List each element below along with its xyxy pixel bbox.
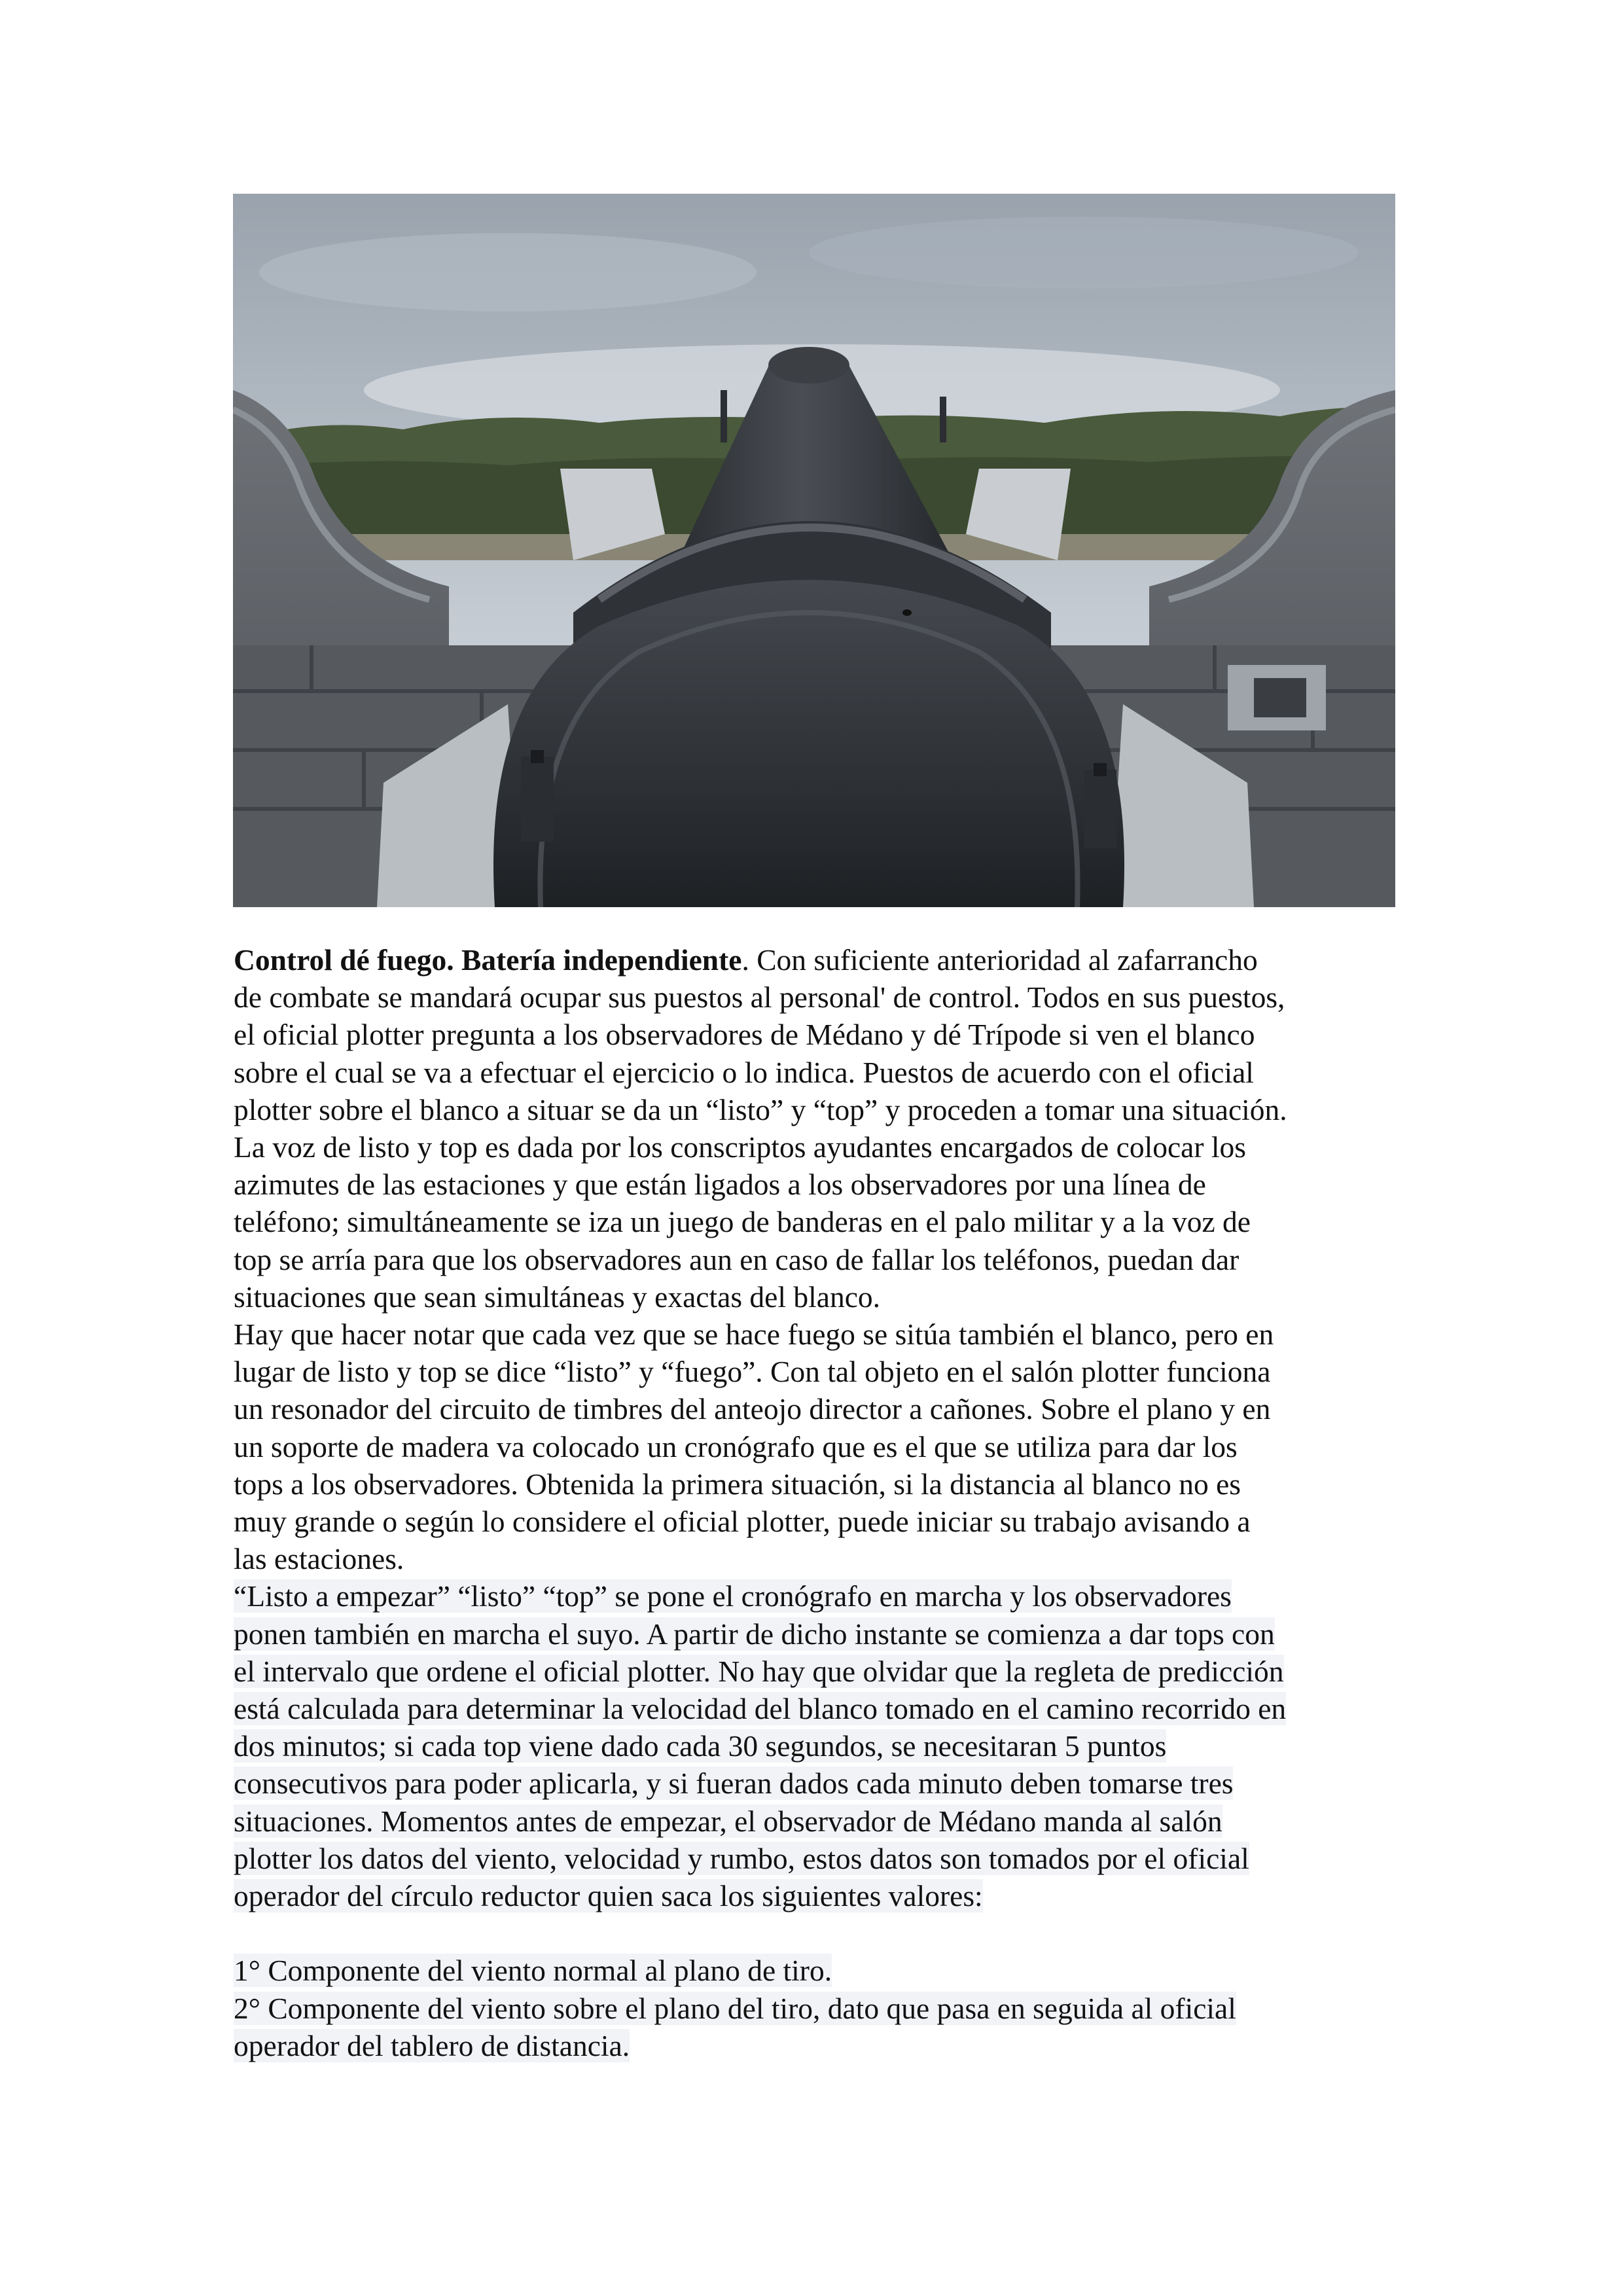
paragraph-line bbox=[234, 1615, 1402, 1653]
section-heading: Control dé fuego. Batería independiente bbox=[234, 943, 742, 977]
paragraph-line: sobre el cual se va a efectuar el ejercicio o lo indica. Puestos de acuerdo con el oficial bbox=[234, 1055, 1254, 1089]
paragraph-line bbox=[234, 1840, 1402, 1877]
paragraph-line: teléfono; simultáneamente se iza un juego de banderas en el palo militar y a la voz de bbox=[234, 1205, 1251, 1239]
line-text: consecutivos para poder aplicarla, y si fueran dados cada minuto deben tomarse tres bbox=[234, 1767, 1234, 1801]
paragraph-line: situaciones que sean simultáneas y exactas del blanco. bbox=[234, 1280, 881, 1314]
line-text: está calculada para determinar la velocidad del blanco tomado en el camino recorrido en bbox=[234, 1692, 1287, 1726]
paragraph-line bbox=[234, 1803, 1402, 1840]
document-body bbox=[234, 941, 1402, 2064]
paragraph-line: La voz de listo y top es dada por los conscriptos ayudantes encargados de colocar los bbox=[234, 1130, 1246, 1164]
paragraph-fire-control bbox=[234, 941, 1402, 1316]
paragraph-line bbox=[234, 1877, 1402, 1914]
paragraph-line: azimutes de las estaciones y que están ligados a los observadores por una línea de bbox=[234, 1168, 1206, 1202]
line-text: operador del tablero de distancia. bbox=[234, 2028, 630, 2062]
paragraph-line bbox=[234, 1577, 1402, 1615]
paragraph-line: el oficial plotter pregunta a los observadores de Médano y dé Trípode si ven el blanco bbox=[234, 1018, 1255, 1052]
list-item bbox=[234, 1952, 1402, 1989]
line-text: 2° Componente del viento sobre el plano del tiro, dato que pasa en seguida al oficial bbox=[234, 1991, 1236, 2025]
line-text: “Listo a empezar” “listo” “top” se pone el cronógrafo en marcha y los observadores bbox=[234, 1579, 1232, 1613]
paragraph-line bbox=[234, 941, 1402, 978]
line-text: 1° Componente del viento normal al plano de tiro. bbox=[234, 1954, 832, 1988]
paragraph-line bbox=[234, 1690, 1402, 1727]
line-text: situaciones. Momentos antes de empezar, el observador de Médano manda al salón bbox=[234, 1804, 1222, 1838]
paragraph-start-procedure bbox=[234, 1577, 1402, 1914]
paragraph-line: muy grande o según lo considere el oficial plotter, puede iniciar su trabajo avisando a bbox=[234, 1505, 1251, 1539]
line-text: dos minutos; si cada top viene dado cada 30 segundos, se necesitaran 5 puntos bbox=[234, 1729, 1167, 1763]
paragraph-line bbox=[234, 1727, 1402, 1765]
paragraph-line bbox=[234, 1765, 1402, 1802]
paragraph-line: top se arría para que los observadores aun en caso de fallar los teléfonos, puedan dar bbox=[234, 1242, 1240, 1276]
heading-punctuation: . bbox=[741, 943, 749, 977]
values-list bbox=[234, 1952, 1402, 2064]
blank-line bbox=[234, 1914, 1402, 1952]
paragraph-line: las estaciones. bbox=[234, 1542, 404, 1576]
line-text: ponen también en marcha el suyo. A partir de dicho instante se comienza a dar tops con bbox=[234, 1617, 1275, 1651]
paragraph-line: Hay que hacer notar que cada vez que se hace fuego se sitúa también el blanco, pero en bbox=[234, 1318, 1274, 1352]
line-text: operador del círculo reductor quien saca los siguientes valores: bbox=[234, 1879, 983, 1913]
paragraph-fire-timing bbox=[234, 1316, 1402, 1577]
paragraph-line: plotter sobre el blanco a situar se da un “listo” y “top” y proceden a tomar una situación. bbox=[234, 1092, 1287, 1126]
cannon-photo bbox=[233, 194, 1395, 907]
paragraph-line: lugar de listo y top se dice “listo” y “fuego”. Con tal objeto en el salón plotter funciona bbox=[234, 1355, 1271, 1389]
line-text: el intervalo que ordene el oficial plotter. No hay que olvidar que la regleta de predicción bbox=[234, 1654, 1284, 1688]
list-item bbox=[234, 1990, 1402, 2027]
paragraph-line bbox=[234, 1653, 1402, 1690]
paragraph-line: un resonador del circuito de timbres del anteojo director a cañones. Sobre el plano y en bbox=[234, 1392, 1271, 1426]
line-text: plotter los datos del viento, velocidad y rumbo, estos datos son tomados por el oficial bbox=[234, 1841, 1249, 1875]
paragraph-line: de combate se mandará ocupar sus puestos al personal' de control. Todos en sus puestos, bbox=[234, 980, 1285, 1014]
line-text: Con suficiente anterioridad al zafarrancho bbox=[749, 943, 1258, 977]
paragraph-line: tops a los observadores. Obtenida la primera situación, si la distancia al blanco no es bbox=[234, 1467, 1241, 1501]
list-item-continuation bbox=[234, 2027, 1402, 2064]
paragraph-line: un soporte de madera va colocado un cronógrafo que es el que se utiliza para dar los bbox=[234, 1429, 1238, 1463]
